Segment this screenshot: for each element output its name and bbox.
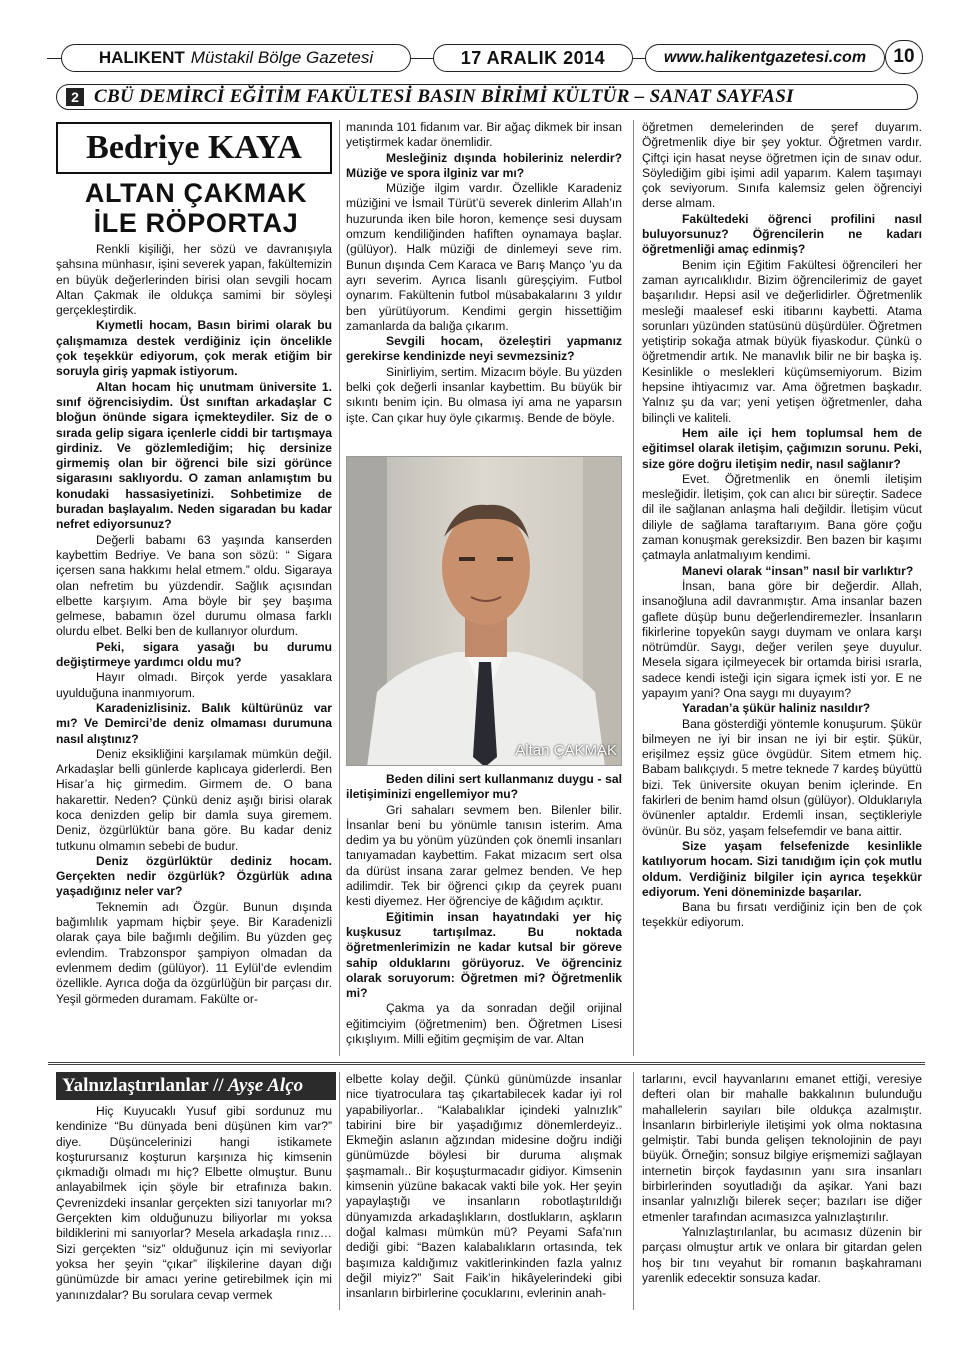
- body-paragraph: öğretmen demelerinden de şeref duyarım. Öğretmenlik diye bir şey yoktur. Öğretmen vardır. Çiftçi için hasat neyse öğretmen için de sınav odur. Söylediğim gibi işimi adil yaparım. Kalem taşımayı çok seviyorum. Sınıfa kalemsiz gelen öğrenciyi derse almam.: [642, 120, 922, 211]
- body-paragraph: Gri sahaları sevmem ben. Bilenler bilir. İnsanlar beni bu yönümle tanısın isterim. Ama dedim ya bu yönüm yüzünden çok önemli insanları tanıyamadan kaybettim. Fakat mizacım sert olsa da dürüst insana zarar gelmez benden. Ve hep adilimdir. Tek bir öğrenci çıkıp da çeyrek puanı kesti diyemez. Her öğrenciye de kâğıdım açıktır.: [346, 802, 622, 909]
- brand-tagline: Müstakil Bölge Gazetesi: [190, 48, 374, 67]
- body-paragraph: Çakma ya da sonradan değil orijinal eğitimciyim (öğretmenim) ben. Öğretmen Lisesi çıkışlıyım. Milli eğitim geçmişim de var. Altan: [346, 1001, 622, 1047]
- body-paragraph: Yalnızlaştırılanlar, bu acımasız düzenin bir parçası olmuştur artık ve onlara bir gitardan gelen hoş bir tını veyahut bir romanın başkahramanı yarenlik edecektir sonsuza kadar.: [642, 1224, 922, 1285]
- interview-column-2-top: [346, 120, 622, 426]
- body-paragraph: Sinirliyim, sertim. Mizacım böyle. Bu yüzden belki çok değerli insanlar kaybettim. Bu büyük bir sıkıntı benim için. Bu olmasa iyi ama ne yaparsın işte. Can çıkar huy öyle çıkarmış. Bende de böyle.: [346, 364, 622, 425]
- column-divider: [339, 120, 340, 1056]
- section-title: CBÜ DEMİRCİ EĞİTİM FAKÜLTESİ BASIN BİRİMİ KÜLTÜR – SANAT SAYFASI: [94, 86, 794, 107]
- interview-column-2-bottom: [346, 772, 622, 1047]
- column-divider: [633, 120, 634, 1056]
- body-paragraph: Hiç Kuyucaklı Yusuf gibi sordunuz mu kendinize “Bu dünyada beni düşünen kim var?” diye. Düşüncelerinizi hangi istikamete koşturursanız koşturun karşınıza hiç kimsenin çıkmadığı olmadı mı hiç? Elbette olmuştur. Bunu anlayabilmek için şöyle bir etrafınıza bakın. Çevrenizdeki insanlar gerçekten sizi tanıyorlar mı? Gerçekten kim olduğunuzu biliyorlar mı yoksa bildiklerini mi sanıyorlar? Mesela arkadaşla rınız… Sizi gerçekten “siz” olduğunuz için mi seviyorlar yoksa her şeyin “çıkar” ilişkilerine dayan dığı günümüzde bir amacı yerine getirebilmek için mi yanınızdalar? Bu sorulara cevap vermek: [56, 1104, 332, 1302]
- interview-headline: [56, 178, 336, 238]
- interview-author: Bedriye KAYA: [56, 122, 332, 174]
- interviewee-photo: [346, 456, 622, 766]
- essay-title: Yalnızlaştırılanlar //: [62, 1075, 224, 1096]
- page-number: 10: [885, 40, 923, 74]
- article-separator: [48, 1062, 925, 1065]
- body-paragraph: Teknemin adı Özgür. Bunun dışında bağımlılık yapmam hiçbir şeye. Bir Karadenizli olarak çaya bile bağımlı değilim. Bu yüzden geç evlendim. Trabzonspor şampiyon olmadan da evlenmem dedim (gülüyor). 11 Eylül’de evlendim özellikle. Ayrıca doğa da özgürlüğün bir parçası dır. Yeşil görmeden duramam. Fakülte or-: [56, 899, 332, 1006]
- essay-author: Ayşe Alço: [227, 1075, 304, 1096]
- headline-line-2: İLE RÖPORTAJ: [93, 208, 299, 238]
- essay-column-3: [642, 1072, 922, 1286]
- question-paragraph: Kıymetli hocam, Basın birimi olarak bu çalışmamıza destek verdiğiniz için öncelikle çok teşekkür ediyorum, çok merak etiğim bir soruyla giriş yapmak istiyorum.: [56, 318, 332, 379]
- body-paragraph: Bana bu fırsatı verdiğiniz için ben de çok teşekkür ediyorum.: [642, 900, 922, 930]
- website-link[interactable]: www.halikentgazetesi.com: [645, 44, 885, 72]
- section-number: 2: [66, 88, 84, 106]
- question-paragraph: Deniz özgürlüktür dediniz hocam. Gerçekten nedir özgürlük? Özgürlük adına yaşadığınız neler var?: [56, 853, 332, 899]
- body-paragraph: Renkli kişiliği, her sözü ve davranışıyla şahsına münhasır, işini severek yapan, fakültemizin en büyük değerlerinden birisi olan sevgili hocam Altan Çakmak ile oldukça samimi bir söyleşi gerçekleştirdik.: [56, 242, 332, 318]
- body-paragraph: Müziğe ilgim vardır. Özellikle Karadeniz müziğini ve İsmail Türüt’ü severek dinlerim Allah’ın huzurunda iken bile horon, kemençe sesi duysam omzum kendiliğinden hafiften oynamaya başlar. (gülüyor). Halk müziği de dinlemeyi seve rim. Bunun dışında Cem Karaca ve Barış Manço ’yu da ayrı severim. Ayrıca lisanlı güreşçiyim. Futbol oynarım. Fakültenin futbol müsabakalarını 3 yıldır ben yürütüyorum. Kendimi gergin hissettiğim zamanlarda da balığa çıkarım.: [346, 181, 622, 333]
- question-paragraph: Manevi olarak “insan” nasıl bir varlıktır?: [682, 563, 914, 578]
- headline-line-1: ALTAN ÇAKMAK: [84, 178, 308, 208]
- column-divider: [633, 1072, 634, 1310]
- portrait-image: [347, 457, 622, 766]
- interview-column-3: [642, 120, 922, 931]
- question-paragraph: Size yaşam felsefenizde kesinlikle katılıyorum hocam. Sizi tanıdığım için çok mutlu oldum. Verdiğiniz bilgiler için ayrıca teşekkür ediyorum. Yeni döneminizde başarılar.: [642, 838, 922, 899]
- question-paragraph: Altan hocam hiç unutmam üniversite 1. sınıf öğrencisiydim. Üst sınıftan arkadaşlar C bloğun önünde sigara içmekteydiler. Siz de o sırada gelip sigara içenlerle ciddi bir tartışmaya girdiniz. Ve gözlemlediğim; hiç dersinize girmemiş olan bir öğrenci bile sizi görünce sigarasını saklıyordu. O zaman anlamıştım bu konudaki hassasiyetinizi. Sohbetimize de buradan başlayalım. Neden sigaradan bu kadar nefret ediyorsunuz?: [56, 379, 332, 532]
- body-paragraph: elbette kolay değil. Çünkü günümüzde insanlar nice tiyatroculara taş çıkartabilecek kadar iyi rol yapabiliyorlar.. “Kalabalıklar içindeki yalnızlık” tabirini bire bir yaşadığımız dönemlerdeyiz.. Ekmeğin aslanın ağzından midesine doğru indiği günümüzde böylesi bir duruma alışmak şaşmamalı.. Bir koşuşturmacadır gidiyor. Kimsenin kimsenin yüzüne bakacak vakti bile yok. Her şeyin yapaylaştığı ve insanların robotlaştırıldığı dünyamızda arkadaşlıkların, dostlukların, aşkların doğal kalması mümkün mü? Peyami Safa’nın dediği gibi: “Bazen kalabalıkların ortasında, tek başımıza kaldığımız vakitlerinkinden fazla yalnız değil miyiz?” Sait Faik’in hikâyelerindeki gibi insanların birbirlerine çocuklarını, evlerinin anah-: [346, 1072, 622, 1301]
- column-divider: [339, 1072, 340, 1310]
- question-paragraph: Karadenizlisiniz. Balık kültürünüz var mı? Ve Demirci’de deniz olmaması durumuna nasıl alıştınız?: [56, 700, 332, 746]
- issue-date: 17 ARALIK 2014: [433, 44, 633, 72]
- question-paragraph: Sevgili hocam, özeleştiri yapmanız gerekirse kendinizde neyi sevmezsiniz?: [346, 334, 622, 364]
- question-paragraph: Peki, sigara yasağı bu durumu değiştirmeye yardımcı oldu mu?: [56, 639, 332, 670]
- body-paragraph: Hayır olmadı. Birçok yerde yasaklara uyulduğuna inanmıyorum.: [56, 670, 332, 700]
- body-paragraph: tarlarını, evcil hayvanlarını emanet ettiği, veresiye defteri olan bir mahalle bakkalının bulunduğu mahallelerin sayıları bile oldukça azalmıştır. İnsanların birbirleriyle iletişimi yok olma noktasına gelmiştir. Tabi bunda gelişen teknolojinin de payı büyük. Örneğin; sonsuz bilgiye erişmemizi sağlayan internetin birçok faydasının yanı sıra insanları birbirlerinden soyutladığı da aşikar. Yani bazı insanlar yalnızlığı bilerek seçer; bazıları ise diğer etmenler tarafından acımasızca yalnızlaştırılır.: [642, 1072, 922, 1224]
- question-paragraph: Hem aile içi hem toplumsal hem de eğitimsel olarak iletişim, çağımızın sorunu. Peki, size göre doğru iletişim nedir, nasıl sağlanır?: [642, 425, 922, 471]
- body-paragraph: Benim için Eğitim Fakültesi öğrencileri her zaman ayrıcalıklıdır. Bizim öğrencilerimiz de gayet başarılıdır. Hepsi asil ve değerlidirler. Öğretmenlik mesleği maalesef eski itibarını kaybetti. Atama sorunları yüzünden statüsünü düşürdüler. Öğretmen yetiştirip sokağa atmak büyük fiyaskodur. Çünkü o öğretmendir artık. Ne manavlık bilir ne bir başka iş. Kesinlikle o meslekleri küçümsemiyorum. Bizim hepsine ihtiyacımız var. Ama öğretmen başkadır. Yalnız şu da var; yeni yetişen öğretmenler, daha bilinçli ve kaliteli.: [642, 257, 922, 425]
- question-paragraph: Eğitimin insan hayatındaki yer hiç kuşkusuz tartışılmaz. Bu noktada öğretmenlerimizin ne kadar kutsal bir göreve sahip olduklarını görüyoruz. Ve öğrenciniz olarak soruyorum: Öğretmen mi? Öğretmenlik mi?: [346, 909, 622, 1001]
- body-paragraph: İnsan, bana göre bir değerdir. Allah, insanoğluna adil davranmıştır. Ama insanlar bazen gaflete düşüp bunu değerlendiremezler. İnsanların fikirlerine topyekûn saygı duymam ve onlara karşı nötrümdür. Saygı, değer verilen şeye duyulur. Mesela sigara içilmeyecek bir ortamda birisi ısrarla, sadece kendi isteği için sigara içmek isti yor. E ne yapayım yani? Ona saygı mı duyayım?: [642, 578, 922, 700]
- photo-caption: Altan ÇAKMAK: [515, 742, 617, 759]
- essay-column-1: [56, 1104, 332, 1303]
- masthead-brand: [61, 44, 411, 72]
- essay-title-box: [56, 1072, 336, 1100]
- essay-column-2: [346, 1072, 622, 1301]
- section-banner: [56, 84, 918, 110]
- interview-column-1: [56, 242, 332, 1007]
- newspaper-header: [47, 38, 925, 76]
- body-paragraph: Deniz eksikliğini karşılamak mümkün değil. Arkadaşlar belli günlerde kaplıcaya giderlerdi. Ben Hisar’a hiç girmedim. Girmem de. O bana hakarettir. Neden? Çünkü deniz aşığı birisi olarak koca denizden gelip bir damla suya giremem. Deniz, özgürlüktür bana göre. Bu kadar deniz tutkunu olmamın sebebi de budur.: [56, 746, 332, 853]
- body-paragraph: manında 101 fidanım var. Bir ağaç dikmek bir insan yetiştirmek kadar önemlidir.: [346, 120, 622, 150]
- question-paragraph: Yaradan’a şükür haliniz nasıldır?: [682, 701, 871, 716]
- body-paragraph: Evet. Öğretmenlik en önemli iletişim mesleğidir. İletişim, çok can alıcı bir süreçtir. Sadece dil ile sağlanan anlaşma hali değildir. İletişim vücut diliyle de sağlama taraftarıyım. Bana göre çoğu zaman konuşmak gereksizdir. Ben bazen bir kaşımı çatmayla anlatmalıyım kendimi.: [642, 471, 922, 563]
- question-paragraph: Fakültedeki öğrenci profilini nasıl buluyorsunuz? Öğrencilerin ne kadarı öğretmenliği amaç edinmiş?: [642, 211, 922, 257]
- brand-name: HALIKENT: [98, 48, 185, 67]
- body-paragraph: Bana gösterdiği yöntemle konuşurum. Şükür bilmeyen ne iyi bir insan ne iyi bir eştir. Şükür, erişilmez eşsiz güce övgüdür. Sitem etmem hiç. Babam balıkçıydı. 5 metre teknede 7 kardeş büyüttü bizi. Tek üniversite okuyan benim içlerinde. En fakirleri de benim hamd olsun (gülüyor). Olduklarıyla övünenler aptaldır. Erdemli insan, seçtikleriyle övünür. Bu söz, yaşam felsefemdir ve bana aittir.: [642, 716, 922, 838]
- question-paragraph: Mesleğiniz dışında hobileriniz nelerdir? Müziğe ve spora ilginiz var mı?: [346, 150, 622, 180]
- body-paragraph: Değerli babamı 63 yaşında kanserden kaybettim Bedriye. Ve bana son sözü: “ Sigara içersen sana hakkımı helal etmem.” oldu. Sigaraya olan nefretim bu yüzdendir. Sağlık açısından elbette karşıyım. Ama böyle bir şey başıma gelmese, babamın özel durumu olmasa farklı olurdu elbet. Belki ben de kullanıyor olurdum.: [56, 532, 332, 639]
- question-paragraph: Beden dilini sert kullanmanız duygu - sal iletişiminizi engellemiyor mu?: [346, 772, 622, 802]
